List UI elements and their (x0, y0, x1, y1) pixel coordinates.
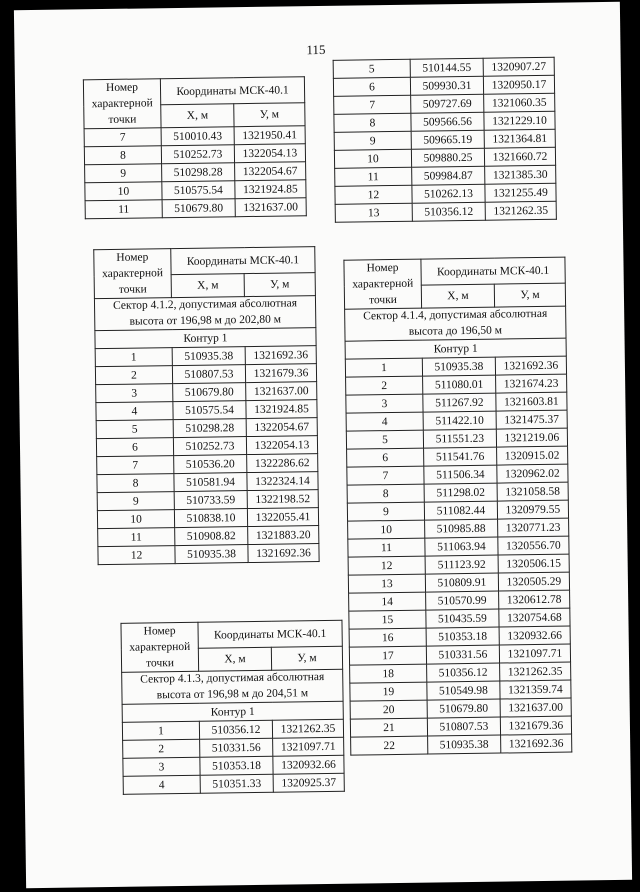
x-coordinate-cell: 511080.01 (423, 375, 496, 394)
y-header: У, м (494, 283, 565, 307)
point-number-cell: 15 (349, 610, 426, 629)
x-coordinate-cell: 510549.98 (427, 681, 500, 700)
table-row (351, 734, 572, 755)
x-coordinate-cell: 510010.43 (161, 127, 234, 146)
x-coordinate-cell: 510575.54 (162, 181, 235, 200)
point-number-cell: 13 (348, 574, 425, 593)
point-number-cell: 8 (347, 484, 424, 503)
y-coordinate-cell: 1321679.36 (245, 364, 316, 383)
point-number-cell: 5 (346, 430, 423, 449)
y-coordinate-cell: 1321924.85 (246, 400, 317, 419)
point-number-cell: 11 (98, 528, 175, 547)
x-coordinate-cell: 510353.18 (200, 756, 273, 775)
point-number-cell: 9 (85, 164, 162, 183)
x-coordinate-cell: 510679.80 (173, 383, 246, 402)
x-header: Х, м (198, 647, 271, 671)
point-number-cell: 4 (346, 412, 423, 431)
x-coordinate-cell: 510935.38 (175, 545, 248, 564)
x-coordinate-cell: 510935.38 (422, 357, 495, 376)
point-number-header: Номер характерной точки (121, 622, 199, 672)
point-number-cell: 14 (349, 592, 426, 611)
coordinates-table-sector-4-1-3 (120, 620, 344, 795)
x-coordinate-cell: 511422.10 (423, 411, 496, 430)
point-number-cell: 6 (333, 77, 410, 96)
x-coordinate-cell: 510733.59 (174, 491, 247, 510)
x-coordinate-cell: 511541.76 (424, 447, 497, 466)
x-coordinate-cell: 510935.38 (172, 347, 245, 366)
y-coordinate-cell: 1320556.70 (498, 536, 569, 555)
y-header: У, м (234, 103, 305, 127)
x-coordinate-cell: 510679.80 (162, 199, 235, 218)
y-coordinate-cell: 1320962.02 (497, 464, 568, 483)
y-coordinate-cell: 1321262.35 (500, 662, 571, 681)
y-coordinate-cell: 1321924.85 (235, 180, 306, 199)
x-coordinate-cell: 510908.82 (175, 527, 248, 546)
x-coordinate-cell: 510252.73 (173, 437, 246, 456)
x-coordinate-cell: 509727.69 (411, 94, 484, 113)
coordinates-table-sector-4-1-4 (343, 257, 572, 756)
point-number-cell: 1 (122, 721, 199, 740)
x-coordinate-cell: 510679.80 (427, 699, 500, 718)
x-coordinate-cell: 510331.56 (426, 645, 499, 664)
point-number-cell: 10 (97, 510, 174, 529)
x-coordinate-cell: 510985.88 (425, 519, 498, 538)
point-number-cell: 13 (335, 203, 412, 222)
sector-caption: Сектор 4.1.2, допустимая абсолютная высота от 196,98 м до 202,80 м (94, 296, 315, 331)
point-number-cell: 10 (348, 520, 425, 539)
y-coordinate-cell: 1322055.41 (247, 508, 318, 527)
x-coordinate-cell: 510331.56 (200, 738, 273, 757)
y-coordinate-cell: 1320907.27 (483, 57, 554, 76)
y-coordinate-cell: 1321950.41 (234, 126, 305, 145)
table-row (85, 198, 306, 219)
y-coordinate-cell: 1321674.23 (496, 374, 567, 393)
point-number-cell: 10 (85, 182, 162, 201)
point-number-cell: 7 (347, 466, 424, 485)
x-coordinate-cell: 510356.12 (199, 720, 272, 739)
y-header: У, м (244, 273, 315, 297)
y-coordinate-cell: 1321660.72 (484, 147, 555, 166)
point-number-cell: 6 (347, 448, 424, 467)
document-page (14, 2, 632, 888)
y-coordinate-cell: 1321255.49 (485, 183, 556, 202)
x-coordinate-cell: 509665.19 (411, 130, 484, 149)
contour-label: Контур 1 (345, 338, 566, 359)
point-number-cell: 2 (346, 376, 423, 395)
table-row (335, 201, 556, 222)
x-coordinate-cell: 511267.92 (423, 393, 496, 412)
y-coordinate-cell: 1322054.67 (235, 162, 306, 181)
point-number-cell: 16 (349, 628, 426, 647)
point-number-cell: 8 (84, 146, 161, 165)
point-number-cell: 18 (350, 664, 427, 683)
x-coordinate-cell: 510838.10 (174, 509, 247, 528)
point-number-header: Номер характерной точки (344, 259, 422, 309)
y-coordinate-cell: 1320754.68 (499, 608, 570, 627)
y-coordinate-cell: 1321692.36 (245, 346, 316, 365)
point-number-cell: 3 (346, 394, 423, 413)
y-coordinate-cell: 1321058.58 (497, 482, 568, 501)
x-coordinate-cell: 510351.33 (200, 774, 273, 793)
y-coordinate-cell: 1322054.13 (246, 436, 317, 455)
point-number-cell: 12 (335, 185, 412, 204)
y-coordinate-cell: 1320771.23 (498, 518, 569, 537)
point-number-cell: 7 (84, 128, 161, 147)
y-coordinate-cell: 1320932.66 (273, 755, 344, 774)
y-coordinate-cell: 1321637.00 (235, 198, 306, 217)
point-number-cell: 17 (349, 646, 426, 665)
x-coordinate-cell: 511082.44 (424, 501, 497, 520)
contour-label: Контур 1 (95, 328, 316, 349)
coordinates-header: Координаты МСК-40.1 (198, 620, 342, 648)
y-coordinate-cell: 1320506.15 (498, 554, 569, 573)
point-number-cell: 1 (95, 348, 172, 367)
y-coordinate-cell: 1322286.62 (247, 454, 318, 473)
point-number-cell: 2 (123, 739, 200, 758)
x-coordinate-cell: 511506.34 (424, 465, 497, 484)
point-number-cell: 3 (96, 384, 173, 403)
y-coordinate-cell: 1321359.74 (500, 680, 571, 699)
y-coordinate-cell: 1320932.66 (499, 626, 570, 645)
y-coordinate-cell: 1321097.71 (273, 737, 344, 756)
y-coordinate-cell: 1321692.36 (248, 544, 319, 563)
x-coordinate-cell: 511298.02 (424, 483, 497, 502)
point-number-cell: 11 (348, 538, 425, 557)
point-number-cell: 21 (350, 718, 427, 737)
x-coordinate-cell: 510807.53 (427, 717, 500, 736)
coordinates-header: Координаты МСК-40.1 (160, 77, 304, 105)
table-row (123, 773, 344, 794)
point-number-cell: 6 (96, 438, 173, 457)
x-coordinate-cell: 510144.55 (410, 58, 483, 77)
coordinates-header: Координаты МСК-40.1 (421, 257, 565, 285)
x-coordinate-cell: 509984.87 (412, 166, 485, 185)
y-coordinate-cell: 1321883.20 (248, 526, 319, 545)
point-number-cell: 8 (334, 113, 411, 132)
y-coordinate-cell: 1321679.36 (500, 716, 571, 735)
y-coordinate-cell: 1322054.13 (234, 144, 305, 163)
x-coordinate-cell: 510807.53 (172, 365, 245, 384)
y-coordinate-cell: 1321385.30 (485, 165, 556, 184)
point-number-cell: 5 (333, 59, 410, 78)
point-number-cell: 10 (334, 149, 411, 168)
y-header: У, м (271, 646, 342, 670)
point-number-cell: 12 (348, 556, 425, 575)
y-coordinate-cell: 1320612.78 (499, 590, 570, 609)
x-coordinate-cell: 510581.94 (174, 473, 247, 492)
x-coordinate-cell: 510435.59 (426, 609, 499, 628)
point-number-cell: 5 (96, 420, 173, 439)
y-coordinate-cell: 1321060.35 (484, 93, 555, 112)
x-coordinate-cell: 509930.31 (410, 76, 483, 95)
y-coordinate-cell: 1321637.00 (246, 382, 317, 401)
y-coordinate-cell: 1320505.29 (498, 572, 569, 591)
y-coordinate-cell: 1321262.35 (272, 719, 343, 738)
y-coordinate-cell: 1321692.36 (495, 356, 566, 375)
point-number-cell: 11 (335, 167, 412, 186)
point-number-cell: 4 (96, 402, 173, 421)
y-coordinate-cell: 1322324.14 (247, 472, 318, 491)
x-coordinate-cell: 510252.73 (161, 145, 234, 164)
x-coordinate-cell: 510356.12 (427, 663, 500, 682)
x-coordinate-cell: 509880.25 (411, 148, 484, 167)
x-coordinate-cell: 511063.94 (425, 537, 498, 556)
point-number-cell: 12 (98, 546, 175, 565)
y-coordinate-cell: 1321364.81 (484, 129, 555, 148)
page-number: 115 (306, 41, 326, 58)
point-number-cell: 20 (350, 700, 427, 719)
x-coordinate-cell: 511551.23 (423, 429, 496, 448)
sector-caption: Сектор 4.1.4, допустимая абсолютная высота до 196,50 м (345, 306, 566, 341)
point-number-cell: 19 (350, 682, 427, 701)
coordinates-table-b (333, 57, 557, 223)
x-header: Х, м (161, 104, 234, 128)
sector-caption: Сектор 4.1.3, допустимая абсолютная высота от 196,98 м до 204,51 м (122, 669, 343, 704)
y-coordinate-cell: 1320915.02 (497, 446, 568, 465)
x-header: Х, м (421, 284, 494, 308)
y-coordinate-cell: 1321603.81 (496, 392, 567, 411)
y-coordinate-cell: 1321229.10 (484, 111, 555, 130)
point-number-cell: 4 (123, 775, 200, 794)
point-number-header: Номер характерной точки (94, 249, 172, 299)
x-coordinate-cell: 509566.56 (411, 112, 484, 131)
point-number-cell: 9 (347, 502, 424, 521)
y-coordinate-cell: 1320979.55 (497, 500, 568, 519)
coordinates-table-a (83, 76, 307, 219)
y-coordinate-cell: 1320950.17 (483, 75, 554, 94)
point-number-cell: 11 (85, 200, 162, 219)
x-coordinate-cell: 510262.13 (412, 184, 485, 203)
point-number-cell: 9 (97, 492, 174, 511)
x-coordinate-cell: 511123.92 (425, 555, 498, 574)
y-coordinate-cell: 1321219.06 (496, 428, 567, 447)
point-number-cell: 3 (123, 757, 200, 776)
x-coordinate-cell: 510570.99 (426, 591, 499, 610)
y-coordinate-cell: 1322054.67 (246, 418, 317, 437)
point-number-cell: 2 (95, 366, 172, 385)
y-coordinate-cell: 1321637.00 (500, 698, 571, 717)
x-coordinate-cell: 510298.28 (162, 163, 235, 182)
x-coordinate-cell: 510575.54 (173, 401, 246, 420)
point-number-cell: 22 (351, 736, 428, 755)
coordinates-header: Координаты МСК-40.1 (171, 247, 315, 275)
y-coordinate-cell: 1321262.35 (485, 201, 556, 220)
x-coordinate-cell: 510809.91 (425, 573, 498, 592)
table-row (98, 544, 319, 565)
x-coordinate-cell: 510935.38 (428, 735, 501, 754)
contour-label: Контур 1 (122, 701, 343, 722)
point-number-cell: 1 (345, 358, 422, 377)
y-coordinate-cell: 1320925.37 (273, 773, 344, 792)
y-coordinate-cell: 1321475.37 (496, 410, 567, 429)
point-number-cell: 7 (334, 95, 411, 114)
x-coordinate-cell: 510536.20 (174, 455, 247, 474)
coordinates-table-sector-4-1-2 (93, 246, 319, 565)
x-coordinate-cell: 510356.12 (412, 202, 485, 221)
x-header: Х, м (171, 274, 244, 298)
point-number-cell: 9 (334, 131, 411, 150)
y-coordinate-cell: 1322198.52 (247, 490, 318, 509)
point-number-cell: 8 (97, 474, 174, 493)
point-number-cell: 7 (97, 456, 174, 475)
x-coordinate-cell: 510298.28 (173, 419, 246, 438)
point-number-header: Номер характерной точки (83, 79, 161, 129)
y-coordinate-cell: 1321692.36 (501, 734, 572, 753)
y-coordinate-cell: 1321097.71 (499, 644, 570, 663)
x-coordinate-cell: 510353.18 (426, 627, 499, 646)
